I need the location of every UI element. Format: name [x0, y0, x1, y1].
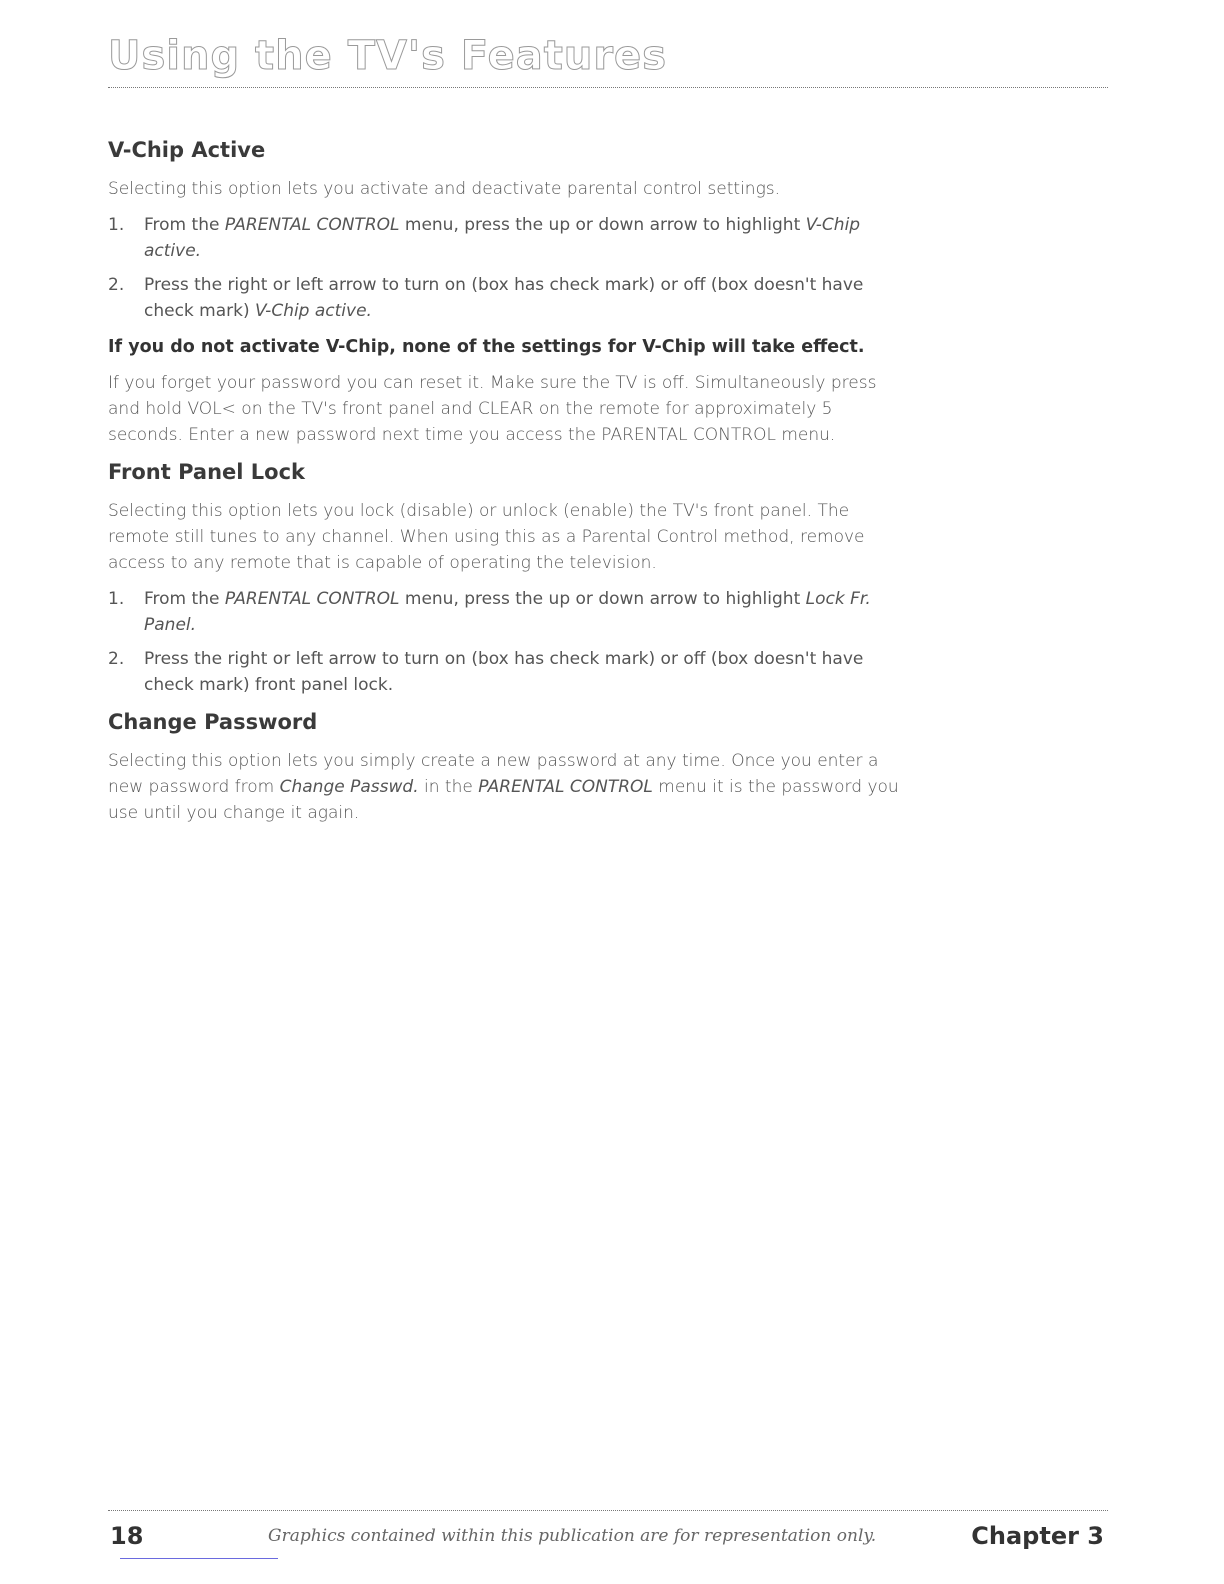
menu-name: PARENTAL CONTROL [478, 777, 653, 797]
footer-disclaimer: Graphics contained within this publication are for representation only. [268, 1526, 877, 1546]
list-item [108, 272, 908, 324]
step-text: menu, press the up or down arrow to highlight [399, 589, 806, 609]
section-heading-front-panel-lock: Front Panel Lock [108, 460, 306, 484]
page-number: 18 [110, 1522, 144, 1550]
vchip-intro: Selecting this option lets you activate and deactivate parental control settings. [108, 179, 781, 199]
paragraph-text: in the [418, 777, 479, 797]
menu-name: PARENTAL CONTROL [224, 215, 400, 235]
step-text: menu, press the up or down arrow to highlight [399, 215, 806, 235]
paragraph-text: menu it is the password you use until you change it again. [108, 777, 899, 823]
change-password-text [108, 748, 908, 826]
step-text: From the [144, 215, 225, 235]
page-header [108, 30, 1108, 82]
section-change-password [108, 708, 908, 826]
menu-item-name: V-Chip active. [144, 215, 861, 261]
paragraph-text: Selecting this option lets you simply create a new password at any time. Once you enter a new password from [108, 751, 879, 797]
step-text: Press the right or left arrow to turn on (box has check mark) or off (box doesn't have check mark) [144, 275, 864, 321]
list-item [108, 586, 908, 638]
page-title: Using the TV's Features [108, 33, 667, 79]
step-number: 1. [108, 589, 125, 609]
front-panel-intro: Selecting this option lets you lock (disable) or unlock (enable) the TV's front panel. The remote still tunes to any channel. When using this as a Parental Control method, remove access to any remote that is capable of operating the television. [108, 501, 865, 573]
step-text: From the [144, 589, 225, 609]
page-number-underline [120, 1558, 278, 1559]
list-item [108, 212, 908, 264]
menu-item-name: Lock Fr. Panel. [144, 589, 871, 635]
menu-item-name: Change Passwd. [279, 777, 419, 797]
vchip-steps [108, 212, 908, 324]
footer-divider [108, 1510, 1108, 1511]
section-heading-vchip-active: V-Chip Active [108, 138, 266, 162]
password-reset-text: If you forget your password you can reset it. Make sure the TV is off. Simultaneously press and hold VOL< on the TV's front panel and CLEAR on the remote for approximately 5 seconds. Enter a new password next time you access the PARENTAL CONTROL menu. [108, 373, 877, 445]
step-number: 2. [108, 649, 125, 669]
page-footer [108, 1522, 1108, 1562]
menu-name: PARENTAL CONTROL [224, 589, 400, 609]
front-panel-steps [108, 586, 908, 698]
section-heading-change-password: Change Password [108, 710, 318, 734]
header-divider [108, 87, 1108, 88]
step-number: 1. [108, 215, 125, 235]
step-text: Press the right or left arrow to turn on (box has check mark) or off (box doesn't have check mark) front panel lock. [144, 649, 864, 695]
section-vchip-active [108, 136, 908, 448]
step-number: 2. [108, 275, 125, 295]
menu-item-name: V-Chip active. [255, 301, 372, 321]
chapter-label: Chapter 3 [971, 1522, 1104, 1550]
list-item [108, 646, 908, 698]
section-front-panel-lock [108, 458, 908, 698]
vchip-warning-note: If you do not activate V-Chip, none of the settings for V-Chip will take effect. [108, 337, 865, 357]
main-content [108, 136, 908, 836]
